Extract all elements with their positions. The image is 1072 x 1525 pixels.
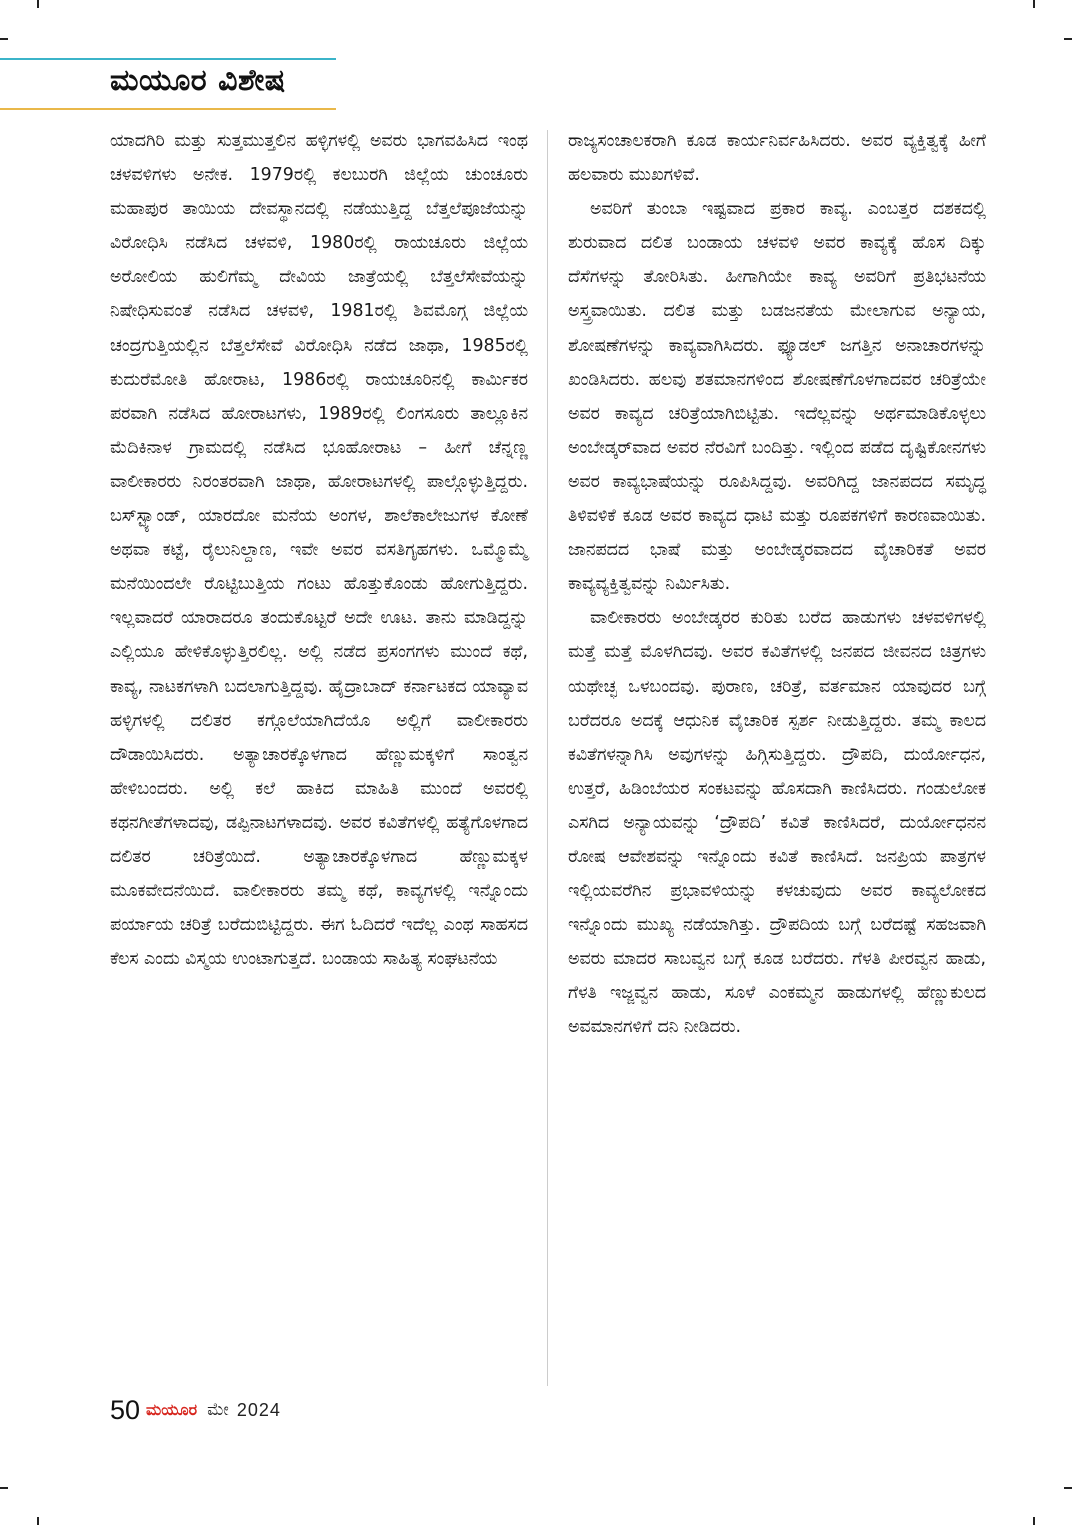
issue-month: ಮೇ xyxy=(207,1400,229,1420)
article-column-left xyxy=(110,124,528,976)
paragraph: ರಾಜ್ಯಸಂಚಾಲಕರಾಗಿ ಕೂಡ ಕಾರ್ಯನಿರ್ವಹಿಸಿದರು. ಅವರ ವ್ಯಕ್ತಿತ್ವಕ್ಕೆ ಹೀಗೆ ಹಲವಾರು ಮುಖಗಳಿವೆ. xyxy=(568,131,986,186)
paragraph: ಅವರಿಗೆ ತುಂಬಾ ಇಷ್ಟವಾದ ಪ್ರಕಾರ ಕಾವ್ಯ. ಎಂಬತ್ತರ ದಶಕದಲ್ಲಿ ಶುರುವಾದ ದಲಿತ ಬಂಡಾಯ ಚಳವಳಿ ಅವರ ಕಾವ್ಯಕ್ಕೆ ಹೊಸ ದಿಕ್ಕು ದೆಸೆಗಳನ್ನು ತೋರಿಸಿತು. ಹೀಗಾಗಿಯೇ ಕಾವ್ಯ ಅವರಿಗೆ ಪ್ರತಿಭಟನೆಯ ಅಸ್ತ್ರವಾಯಿತು. ದಲಿತ ಮತ್ತು ಬಡಜನತೆಯ ಮೇಲಾಗುವ ಅನ್ಯಾಯ, ಶೋಷಣೆಗಳನ್ನು ಕಾವ್ಯವಾಗಿಸಿದರು. ಫ್ಯೂಡಲ್ ಜಗತ್ತಿನ ಅನಾಚಾರಗಳನ್ನು ಖಂಡಿಸಿದರು. ಹಲವು ಶತಮಾನಗಳಿಂದ ಶೋಷಣೆಗೊಳಗಾದವರ ಚರಿತ್ರೆಯೇ ಅವರ ಕಾವ್ಯದ ಚರಿತ್ರೆಯಾಗಿಬಿಟ್ಟಿತು. ಇದೆಲ್ಲವನ್ನು ಅರ್ಥಮಾಡಿಕೊಳ್ಳಲು ಅಂಬೇಡ್ಕರ್‌ವಾದ ಅವರ ನೆರವಿಗೆ ಬಂದಿತ್ತು. ಇಲ್ಲಿಂದ ಪಡೆದ ದೃಷ್ಟಿಕೋನಗಳು ಅವರ ಕಾವ್ಯಭಾಷೆಯನ್ನು ರೂಪಿಸಿದ್ದವು. ಅವರಿಗಿದ್ದ ಜಾನಪದದ ಸಮೃದ್ಧ ತಿಳಿವಳಿಕೆ ಕೂಡ ಅವರ ಕಾವ್ಯದ ಧಾಟಿ ಮತ್ತು ರೂಪಕಗಳಿಗೆ ಕಾರಣವಾಯಿತು. ಜಾನಪದದ ಭಾಷೆ ಮತ್ತು ಅಂಬೇಡ್ಕರವಾದದ ವೈಚಾರಿಕತೆ ಅವರ ಕಾವ್ಯವ್ಯಕ್ತಿತ್ವವನ್ನು ನಿರ್ಮಿಸಿತು. xyxy=(568,199,986,595)
paragraph: ವಾಲೀಕಾರರು ಅಂಬೇಡ್ಕರರ ಕುರಿತು ಬರೆದ ಹಾಡುಗಳು ಚಳವಳಿಗಳಲ್ಲಿ ಮತ್ತೆ ಮತ್ತೆ ಮೊಳಗಿದವು. ಅವರ ಕವಿತೆಗಳಲ್ಲಿ ಜನಪದ ಜೀವನದ ಚಿತ್ರಗಳು ಯಥೇಚ್ಛ ಒಳಬಂದವು. ಪುರಾಣ, ಚರಿತ್ರೆ, ವರ್ತಮಾನ ಯಾವುದರ ಬಗ್ಗೆ ಬರೆದರೂ ಅದಕ್ಕೆ ಆಧುನಿಕ ವೈಚಾರಿಕ ಸ್ಪರ್ಶ ನೀಡುತ್ತಿದ್ದರು. ತಮ್ಮ ಕಾಲದ ಕವಿತೆಗಳನ್ನಾಗಿಸಿ ಅವುಗಳನ್ನು ಹಿಗ್ಗಿಸುತ್ತಿದ್ದರು. ದ್ರೌಪದಿ, ದುರ್ಯೋಧನ, ಉತ್ತರೆ, ಹಿಡಿಂಬೆಯರ ಸಂಕಟವನ್ನು ಹೊಸದಾಗಿ ಕಾಣಿಸಿದರು. ಗಂಡುಲೋಕ ಎಸಗಿದ ಅನ್ಯಾಯವನ್ನು ‘ದ್ರೌಪದಿ’ ಕವಿತೆ ಕಾಣಿಸಿದರೆ, ದುರ್ಯೋಧನನ ರೋಷ ಆವೇಶವನ್ನು ಇನ್ನೊಂದು ಕವಿತೆ ಕಾಣಿಸಿದೆ. ಜನಪ್ರಿಯ ಪಾತ್ರಗಳ ಇಲ್ಲಿಯವರೆಗಿನ ಪ್ರಭಾವಳಿಯನ್ನು ಕಳಚುವುದು ಅವರ ಕಾವ್ಯಲೋಕದ ಇನ್ನೊಂದು ಮುಖ್ಯ ನಡೆಯಾಗಿತ್ತು. ದ್ರೌಪದಿಯ ಬಗ್ಗೆ ಬರೆದಷ್ಟೆ ಸಹಜವಾಗಿ ಅವರು ಮಾದರ ಸಾಬವ್ವನ ಬಗ್ಗೆ ಕೂಡ ಬರೆದರು. ಗೆಳತಿ ಪೀರವ್ವನ ಹಾಡು, ಗೆಳತಿ ಇಜ್ಜವ್ವನ ಹಾಡು, ಸೂಳೆ ಎಂಕಮ್ಮನ ಹಾಡುಗಳಲ್ಲಿ ಹೆಣ್ಣುಕುಲದ ಅವಮಾನಗಳಿಗೆ ದನಿ ನೀಡಿದರು. xyxy=(568,608,986,1038)
crop-mark xyxy=(0,38,8,40)
paragraph: ಯಾದಗಿರಿ ಮತ್ತು ಸುತ್ತಮುತ್ತಲಿನ ಹಳ್ಳಿಗಳಲ್ಲಿ ಅವರು ಭಾಗವಹಿಸಿದ ಇಂಥ ಚಳವಳಿಗಳು ಅನೇಕ. 1979ರಲ್ಲಿ ಕಲಬುರಗಿ ಜಿಲ್ಲೆಯ ಚುಂಚೂರು ಮಹಾಪುರ ತಾಯಿಯ ದೇವಸ್ಥಾನದಲ್ಲಿ ನಡೆಯುತ್ತಿದ್ದ ಬೆತ್ತಲೆಪೂಜೆಯನ್ನು ವಿರೋಧಿಸಿ ನಡೆಸಿದ ಚಳವಳಿ, 1980ರಲ್ಲಿ ರಾಯಚೂರು ಜಿಲ್ಲೆಯ ಅರೋಲಿಯ ಹುಲಿಗೆಮ್ಮ ದೇವಿಯ ಜಾತ್ರೆಯಲ್ಲಿ ಬೆತ್ತಲೆಸೇವೆಯನ್ನು ನಿಷೇಧಿಸುವಂತೆ ನಡೆಸಿದ ಚಳವಳಿ, 1981ರಲ್ಲಿ ಶಿವಮೊಗ್ಗ ಜಿಲ್ಲೆಯ ಚಂದ್ರಗುತ್ತಿಯಲ್ಲಿನ ಬೆತ್ತಲೆಸೇವೆ ವಿರೋಧಿಸಿ ನಡೆದ ಜಾಥಾ, 1985ರಲ್ಲಿ ಕುದುರೆಮೋತಿ ಹೋರಾಟ, 1986ರಲ್ಲಿ ರಾಯಚೂರಿನಲ್ಲಿ ಕಾರ್ಮಿಕರ ಪರವಾಗಿ ನಡೆಸಿದ ಹೋರಾಟಗಳು, 1989ರಲ್ಲಿ ಲಿಂಗಸೂರು ತಾಲ್ಲೂಕಿನ ಮೆದಿಕಿನಾಳ ಗ್ರಾಮದಲ್ಲಿ ನಡೆಸಿದ ಭೂಹೋರಾಟ – ಹೀಗೆ ಚೆನ್ನಣ್ಣ ವಾಲೀಕಾರರು ನಿರಂತರವಾಗಿ ಜಾಥಾ, ಹೋರಾಟಗಳಲ್ಲಿ ಪಾಲ್ಗೊಳ್ಳುತ್ತಿದ್ದರು. ಬಸ್‌ಸ್ಟ್ಯಾಂಡ್, ಯಾರದೋ ಮನೆಯ ಅಂಗಳ, ಶಾಲೆಕಾಲೇಜುಗಳ ಕೋಣೆ ಅಥವಾ ಕಟ್ಟೆ, ರೈಲುನಿಲ್ದಾಣ, ಇವೇ ಅವರ ವಸತಿಗೃಹಗಳು. ಒಮ್ಮೊಮ್ಮೆ ಮನೆಯಿಂದಲೇ ರೊಟ್ಟಿಬುತ್ತಿಯ ಗಂಟು ಹೊತ್ತುಕೊಂಡು ಹೋಗುತ್ತಿದ್ದರು. ಇಲ್ಲವಾದರೆ ಯಾರಾದರೂ ತಂದುಕೊಟ್ಟರೆ ಅದೇ ಊಟ. ತಾನು ಮಾಡಿದ್ದನ್ನು ಎಲ್ಲಿಯೂ ಹೇಳಿಕೊಳ್ಳುತ್ತಿರಲಿಲ್ಲ. ಅಲ್ಲಿ ನಡೆದ ಪ್ರಸಂಗಗಳು ಮುಂದೆ ಕಥೆ, ಕಾವ್ಯ, ನಾಟಕಗಳಾಗಿ ಬದಲಾಗುತ್ತಿದ್ದವು. ಹೈದ್ರಾಬಾದ್ ಕರ್ನಾಟಕದ ಯಾವ್ಯಾವ ಹಳ್ಳಿಗಳಲ್ಲಿ ದಲಿತರ ಕಗ್ಗೊಲೆಯಾಗಿದೆಯೊ ಅಲ್ಲಿಗೆ ವಾಲೀಕಾರರು ದೌಡಾಯಿಸಿದರು. ಅತ್ಯಾಚಾರಕ್ಕೊಳಗಾದ ಹೆಣ್ಣುಮಕ್ಕಳಿಗೆ ಸಾಂತ್ವನ ಹೇಳಿಬಂದರು. ಅಲ್ಲಿ ಕಲೆ ಹಾಕಿದ ಮಾಹಿತಿ ಮುಂದೆ ಅವರಲ್ಲಿ ಕಥನಗೀತೆಗಳಾದವು, ಡಪ್ಪಿನಾಟಗಳಾದವು. ಅವರ ಕವಿತೆಗಳಲ್ಲಿ ಹತ್ಯೆಗೊಳಗಾದ ದಲಿತರ ಚರಿತ್ರೆಯಿದೆ. ಅತ್ಯಾಚಾರಕ್ಕೊಳಗಾದ ಹೆಣ್ಣುಮಕ್ಕಳ ಮೂಕವೇದನೆಯಿದೆ. ವಾಲೀಕಾರರು ತಮ್ಮ ಕಥೆ, ಕಾವ್ಯಗಳಲ್ಲಿ ಇನ್ನೊಂದು ಪರ್ಯಾಯ ಚರಿತ್ರೆ ಬರೆದುಬಿಟ್ಟಿದ್ದರು. ಈಗ ಓದಿದರೆ ಇದೆಲ್ಲ ಎಂಥ ಸಾಹಸದ ಕೆಲಸ ಎಂದು ವಿಸ್ಮಯ ಉಂಟಾಗುತ್ತದೆ. ಬಂಡಾಯ ಸಾಹಿತ್ಯ ಸಂಘಟನೆಯ xyxy=(110,131,528,970)
article-column-right xyxy=(568,124,986,1045)
column-divider xyxy=(547,130,548,1386)
header-top-rule xyxy=(0,58,336,60)
crop-mark xyxy=(1064,38,1072,40)
crop-mark xyxy=(1033,0,1035,8)
issue-year: 2024 xyxy=(236,1399,281,1420)
crop-mark xyxy=(37,0,39,8)
crop-mark xyxy=(0,1487,8,1489)
header-bottom-rule xyxy=(0,108,336,110)
magazine-logo: ಮಯೂರ xyxy=(146,1400,198,1419)
section-title: ಮಯೂರ ವಿಶೇಷ xyxy=(110,63,286,98)
crop-mark xyxy=(37,1517,39,1525)
section-header xyxy=(0,58,336,110)
crop-mark xyxy=(1033,1517,1035,1525)
crop-mark xyxy=(1064,1487,1072,1489)
page-number: 50 xyxy=(110,1394,141,1425)
page-footer xyxy=(110,1392,281,1428)
